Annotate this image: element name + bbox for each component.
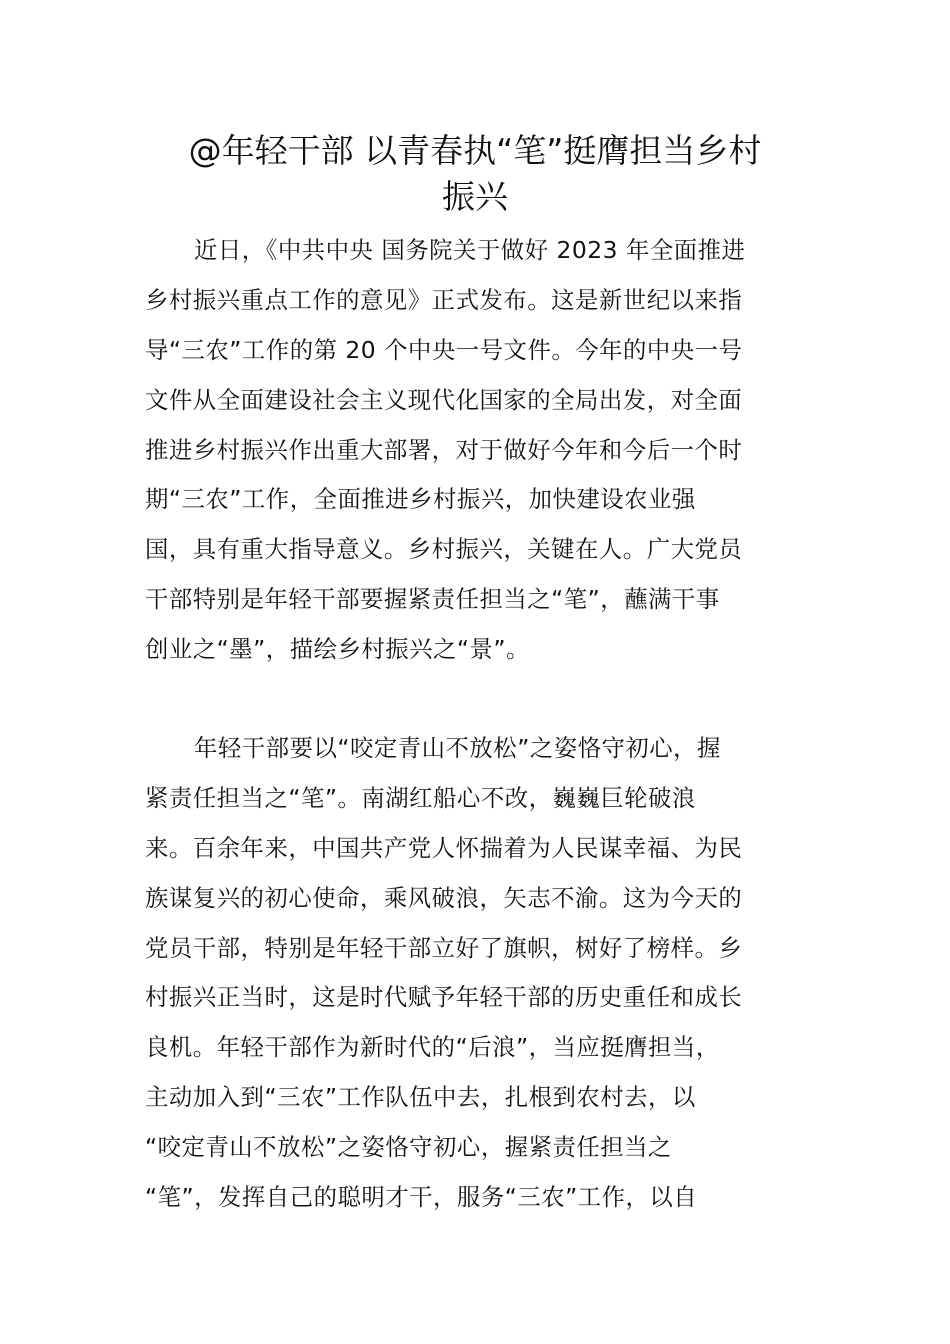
paragraph-line: 期“三农”工作，全面推进乡村振兴，加快建设农业强 [145,485,696,514]
paragraph-line: 来。百余年来，中国共产党人怀揣着为人民谋幸福、为民 [145,833,743,862]
title-line-2: 振兴 [442,177,508,216]
paragraph-line: 国，具有重大指导意义。乡村振兴，关键在人。广大党员 [145,535,743,564]
paragraph-2 [145,724,807,1223]
paragraph-line: 良机。年轻干部作为新时代的“后浪”，当应挺膺担当， [145,1033,720,1062]
paragraph-line: 年轻干部要以“咬定青山不放松”之姿恪守初心，握 [194,734,721,762]
paragraph-line: 乡村振兴重点工作的意见》正式发布。这是新世纪以来指 [145,285,743,314]
paragraph-line: 紧责任担当之“笔”。南湖红船心不改，巍巍巨轮破浪 [145,783,696,812]
paragraph-line: 推进乡村振兴作出重大部署，对于做好今年和今后一个时 [145,435,743,464]
paragraph-line: 党员干部，特别是年轻干部立好了旗帜，树好了榜样。乡 [145,933,743,962]
document-title [145,128,805,220]
title-line-1: @年轻干部 以青春执“笔”挺膺担当乡村 [188,131,762,170]
paragraph-line: 干部特别是年轻干部要握紧责任担当之“笔”，蘸满干事 [145,585,720,614]
paragraph-line: 导“三农”工作的第 20 个中央一号文件。今年的中央一号 [145,335,743,364]
paragraph-line: 族谋复兴的初心使命，乘风破浪，矢志不渝。这为今天的 [145,883,743,912]
paragraph-1 [145,226,807,675]
paragraph-line: “笔”，发挥自己的聪明才干，服务“三农”工作，以自 [145,1183,698,1212]
paragraph-line: 文件从全面建设社会主义现代化国家的全局出发，对全面 [145,385,743,414]
paragraph-line: “咬定青山不放松”之姿恪守初心，握紧责任担当之 [145,1133,672,1162]
paragraph-line: 创业之“墨”，描绘乡村振兴之“景”。 [145,635,530,664]
paragraph-line: 村振兴正当时，这是时代赋予年轻干部的历史重任和成长 [145,983,743,1012]
paragraph-line: 主动加入到“三农”工作队伍中去，扎根到农村去，以 [145,1083,696,1112]
paragraph-line: 近日，《中共中央 国务院关于做好 2023 年全面推进 [194,236,746,264]
